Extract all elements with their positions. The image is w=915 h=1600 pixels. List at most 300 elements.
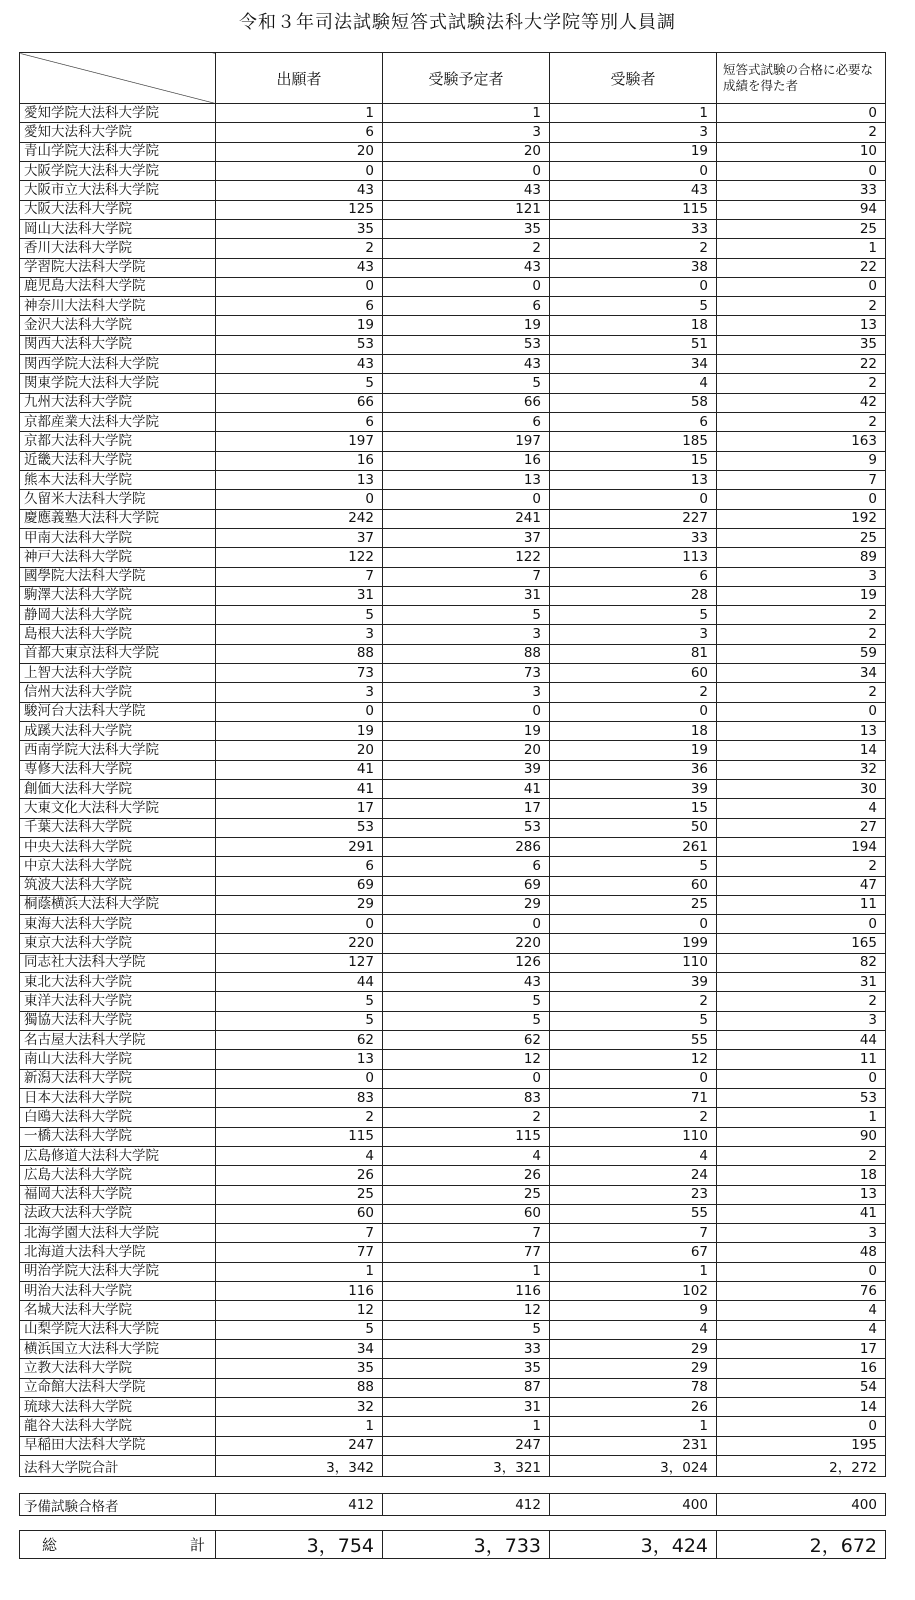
school-name-cell: 甲南大法科大学院 [20,528,216,547]
scheduled-cell: 37 [383,528,550,547]
school-name-cell: 日本大法科大学院 [20,1088,216,1107]
applicants-cell: 31 [216,586,383,605]
table-row [20,335,886,354]
passed-cell: 1 [717,1108,886,1127]
examinees-cell: 55 [550,1031,717,1050]
applicants-cell: 13 [216,1050,383,1069]
scheduled-cell: 29 [383,895,550,914]
header-scheduled-examinees: 受験予定者 [383,53,550,104]
school-name-cell: 広島修道大法科大学院 [20,1146,216,1165]
scheduled-cell: 0 [383,277,550,296]
applicants-cell: 1 [216,1417,383,1436]
applicants-cell: 1 [216,104,383,123]
applicants-cell: 34 [216,1340,383,1359]
passed-cell: 32 [717,760,886,779]
scheduled-cell: 5 [383,1011,550,1030]
examinees-cell: 60 [550,664,717,683]
school-name-cell: 愛知大法科大学院 [20,123,216,142]
passed-cell: 2 [717,992,886,1011]
applicants-cell: 242 [216,509,383,528]
scheduled-cell: 43 [383,181,550,200]
applicants-cell: 7 [216,567,383,586]
table-row [20,857,886,876]
school-name-cell: 静岡大法科大学院 [20,606,216,625]
applicants-cell: 5 [216,1320,383,1339]
school-name-cell: 龍谷大法科大学院 [20,1417,216,1436]
examinees-cell: 2 [550,239,717,258]
scheduled-cell: 77 [383,1243,550,1262]
passed-cell: 22 [717,258,886,277]
scheduled-cell: 6 [383,857,550,876]
scheduled-cell: 6 [383,297,550,316]
applicants-cell: 37 [216,528,383,547]
scheduled-cell: 0 [383,1069,550,1088]
school-name-cell: 福岡大法科大学院 [20,1185,216,1204]
examinees-cell: 2 [550,683,717,702]
school-name-cell: 名古屋大法科大学院 [20,1031,216,1050]
subtotal-applicants: 3，342 [216,1455,383,1476]
table-row [20,992,886,1011]
passed-cell: 30 [717,779,886,798]
examinees-cell: 23 [550,1185,717,1204]
passed-cell: 194 [717,837,886,856]
passed-cell: 0 [717,915,886,934]
table-row [20,509,886,528]
passed-cell: 54 [717,1378,886,1397]
scheduled-cell: 43 [383,355,550,374]
table-row [20,1088,886,1107]
school-name-cell: 愛知学院大法科大学院 [20,104,216,123]
header-examinees: 受験者 [550,53,717,104]
applicants-cell: 125 [216,200,383,219]
examinees-cell: 12 [550,1050,717,1069]
school-name-cell: 北海道大法科大学院 [20,1243,216,1262]
table-row [20,567,886,586]
applicants-cell: 60 [216,1204,383,1223]
scheduled-cell: 35 [383,1359,550,1378]
grand-total-row [20,1531,886,1559]
scheduled-cell: 3 [383,683,550,702]
passed-cell: 41 [717,1204,886,1223]
grand-total-scheduled: 3，733 [383,1531,550,1559]
table-row [20,973,886,992]
table-row [20,1262,886,1281]
examinees-cell: 9 [550,1301,717,1320]
school-name-cell: 金沢大法科大学院 [20,316,216,335]
examinees-cell: 102 [550,1282,717,1301]
school-name-cell: 大阪大法科大学院 [20,200,216,219]
table-row [20,1185,886,1204]
examinees-cell: 110 [550,1127,717,1146]
table-row [20,664,886,683]
table-row [20,586,886,605]
table-row [20,779,886,798]
examinees-cell: 0 [550,915,717,934]
examinees-cell: 81 [550,644,717,663]
scheduled-cell: 3 [383,123,550,142]
scheduled-cell: 241 [383,509,550,528]
school-name-cell: 九州大法科大学院 [20,393,216,412]
scheduled-cell: 197 [383,432,550,451]
table-row [20,374,886,393]
table-row [20,161,886,180]
scheduled-cell: 1 [383,1417,550,1436]
school-name-cell: 関西学院大法科大学院 [20,355,216,374]
scheduled-cell: 33 [383,1340,550,1359]
scheduled-cell: 0 [383,915,550,934]
scheduled-cell: 43 [383,973,550,992]
school-name-cell: 熊本大法科大学院 [20,470,216,489]
applicants-cell: 83 [216,1088,383,1107]
passed-cell: 9 [717,451,886,470]
examinees-cell: 50 [550,818,717,837]
examinees-cell: 25 [550,895,717,914]
applicants-cell: 17 [216,799,383,818]
applicants-cell: 53 [216,818,383,837]
scheduled-cell: 26 [383,1166,550,1185]
table-row [20,239,886,258]
table-row [20,818,886,837]
applicants-cell: 0 [216,161,383,180]
scheduled-cell: 121 [383,200,550,219]
preliminary-table [19,1493,886,1516]
applicants-cell: 13 [216,470,383,489]
applicants-cell: 25 [216,1185,383,1204]
passed-cell: 31 [717,973,886,992]
passed-cell: 14 [717,741,886,760]
scheduled-cell: 247 [383,1436,550,1455]
table-row [20,1224,886,1243]
passed-cell: 0 [717,702,886,721]
examinees-cell: 24 [550,1166,717,1185]
passed-cell: 11 [717,895,886,914]
applicants-cell: 53 [216,335,383,354]
passed-cell: 195 [717,1436,886,1455]
passed-cell: 0 [717,1069,886,1088]
table-row [20,1340,886,1359]
school-name-cell: 東洋大法科大学院 [20,992,216,1011]
examinees-cell: 67 [550,1243,717,1262]
passed-cell: 25 [717,528,886,547]
passed-cell: 1 [717,239,886,258]
header-passed: 短答式試験の合格に必要な成績を得た者 [717,53,886,104]
table-row [20,548,886,567]
scheduled-cell: 12 [383,1050,550,1069]
scheduled-cell: 5 [383,1320,550,1339]
school-name-cell: 筑波大法科大学院 [20,876,216,895]
examinees-cell: 60 [550,876,717,895]
passed-cell: 4 [717,799,886,818]
examinees-cell: 29 [550,1359,717,1378]
school-name-cell: 明治大法科大学院 [20,1282,216,1301]
school-name-cell: 信州大法科大学院 [20,683,216,702]
school-name-cell: 一橋大法科大学院 [20,1127,216,1146]
table-row [20,837,886,856]
examinees-cell: 4 [550,374,717,393]
school-name-cell: 島根大法科大学院 [20,625,216,644]
table-row [20,1436,886,1455]
results-table [19,52,886,1477]
scheduled-cell: 35 [383,219,550,238]
school-name-cell: 専修大法科大学院 [20,760,216,779]
applicants-cell: 73 [216,664,383,683]
examinees-cell: 231 [550,1436,717,1455]
scheduled-cell: 115 [383,1127,550,1146]
school-name-cell: 法政大法科大学院 [20,1204,216,1223]
table-row [20,1069,886,1088]
table-row [20,316,886,335]
examinees-cell: 1 [550,1417,717,1436]
table-row [20,490,886,509]
table-row [20,142,886,161]
examinees-cell: 29 [550,1340,717,1359]
school-name-cell: 横浜国立大法科大学院 [20,1340,216,1359]
passed-cell: 11 [717,1050,886,1069]
table-row [20,722,886,741]
table-row [20,470,886,489]
passed-cell: 2 [717,857,886,876]
table-row [20,1146,886,1165]
preliminary-examinees: 400 [550,1494,717,1516]
passed-cell: 2 [717,297,886,316]
preliminary-label: 予備試験合格者 [20,1494,216,1516]
subtotal-examinees: 3，024 [550,1455,717,1476]
corner-header-cell [20,53,216,104]
school-name-cell: 関西大法科大学院 [20,335,216,354]
table-row [20,1301,886,1320]
applicants-cell: 1 [216,1262,383,1281]
applicants-cell: 29 [216,895,383,914]
table-row [20,683,886,702]
grand-total-label [20,1531,216,1559]
table-row [20,702,886,721]
examinees-cell: 0 [550,702,717,721]
examinees-cell: 1 [550,104,717,123]
scheduled-cell: 13 [383,470,550,489]
table-row [20,393,886,412]
passed-cell: 34 [717,664,886,683]
passed-cell: 165 [717,934,886,953]
table-row [20,1127,886,1146]
subtotal-passed: 2，272 [717,1455,886,1476]
examinees-cell: 4 [550,1320,717,1339]
applicants-cell: 0 [216,915,383,934]
passed-cell: 90 [717,1127,886,1146]
applicants-cell: 5 [216,992,383,1011]
school-name-cell: 東海大法科大学院 [20,915,216,934]
applicants-cell: 0 [216,490,383,509]
scheduled-cell: 12 [383,1301,550,1320]
scheduled-cell: 0 [383,161,550,180]
scheduled-cell: 20 [383,142,550,161]
header-row [20,53,886,104]
examinees-cell: 13 [550,470,717,489]
examinees-cell: 3 [550,123,717,142]
school-name-cell: 西南学院大法科大学院 [20,741,216,760]
applicants-cell: 115 [216,1127,383,1146]
applicants-cell: 44 [216,973,383,992]
table-row [20,1397,886,1416]
passed-cell: 25 [717,219,886,238]
applicants-cell: 88 [216,644,383,663]
school-name-cell: 香川大法科大学院 [20,239,216,258]
examinees-cell: 110 [550,953,717,972]
scheduled-cell: 5 [383,374,550,393]
examinees-cell: 5 [550,1011,717,1030]
passed-cell: 2 [717,374,886,393]
applicants-cell: 7 [216,1224,383,1243]
examinees-cell: 5 [550,297,717,316]
applicants-cell: 19 [216,722,383,741]
school-name-cell: 慶應義塾大法科大学院 [20,509,216,528]
examinees-cell: 5 [550,857,717,876]
grand-total-label-a: 総 [42,1536,58,1554]
scheduled-cell: 0 [383,490,550,509]
applicants-cell: 20 [216,741,383,760]
examinees-cell: 2 [550,1108,717,1127]
examinees-cell: 33 [550,528,717,547]
school-name-cell: 北海学園大法科大学院 [20,1224,216,1243]
passed-cell: 0 [717,490,886,509]
scheduled-cell: 7 [383,567,550,586]
examinees-cell: 15 [550,799,717,818]
examinees-cell: 33 [550,219,717,238]
header-applicants: 出願者 [216,53,383,104]
school-name-cell: 近畿大法科大学院 [20,451,216,470]
scheduled-cell: 87 [383,1378,550,1397]
examinees-cell: 261 [550,837,717,856]
scheduled-cell: 122 [383,548,550,567]
school-name-cell: 成蹊大法科大学院 [20,722,216,741]
table-row [20,297,886,316]
scheduled-cell: 69 [383,876,550,895]
examinees-cell: 43 [550,181,717,200]
examinees-cell: 39 [550,973,717,992]
examinees-cell: 18 [550,316,717,335]
applicants-cell: 0 [216,1069,383,1088]
applicants-cell: 88 [216,1378,383,1397]
passed-cell: 4 [717,1301,886,1320]
school-name-cell: 京都大法科大学院 [20,432,216,451]
school-name-cell: 早稲田大法科大学院 [20,1436,216,1455]
school-name-cell: 立教大法科大学院 [20,1359,216,1378]
passed-cell: 53 [717,1088,886,1107]
table-row [20,741,886,760]
scheduled-cell: 6 [383,413,550,432]
table-row [20,1011,886,1030]
passed-cell: 2 [717,123,886,142]
passed-cell: 0 [717,1417,886,1436]
applicants-cell: 4 [216,1146,383,1165]
scheduled-cell: 17 [383,799,550,818]
applicants-cell: 77 [216,1243,383,1262]
school-name-cell: 岡山大法科大学院 [20,219,216,238]
passed-cell: 0 [717,104,886,123]
applicants-cell: 197 [216,432,383,451]
applicants-cell: 43 [216,181,383,200]
school-name-cell: 南山大法科大学院 [20,1050,216,1069]
scheduled-cell: 53 [383,818,550,837]
passed-cell: 14 [717,1397,886,1416]
table-row [20,1378,886,1397]
school-name-cell: 大阪学院大法科大学院 [20,161,216,180]
applicants-cell: 32 [216,1397,383,1416]
passed-cell: 13 [717,316,886,335]
examinees-cell: 28 [550,586,717,605]
passed-cell: 2 [717,1146,886,1165]
table-row [20,104,886,123]
table-row [20,413,886,432]
school-name-cell: 上智大法科大学院 [20,664,216,683]
table-row [20,1359,886,1378]
table-row [20,895,886,914]
applicants-cell: 116 [216,1282,383,1301]
examinees-cell: 34 [550,355,717,374]
applicants-cell: 43 [216,355,383,374]
examinees-cell: 78 [550,1378,717,1397]
passed-cell: 10 [717,142,886,161]
applicants-cell: 19 [216,316,383,335]
examinees-cell: 39 [550,779,717,798]
scheduled-cell: 19 [383,722,550,741]
passed-cell: 163 [717,432,886,451]
passed-cell: 17 [717,1340,886,1359]
scheduled-cell: 2 [383,239,550,258]
scheduled-cell: 4 [383,1146,550,1165]
scheduled-cell: 53 [383,335,550,354]
examinees-cell: 19 [550,142,717,161]
passed-cell: 2 [717,683,886,702]
examinees-cell: 7 [550,1224,717,1243]
school-name-cell: 國學院大法科大学院 [20,567,216,586]
examinees-cell: 3 [550,625,717,644]
school-name-cell: 山梨学院大法科大学院 [20,1320,216,1339]
applicants-cell: 6 [216,413,383,432]
scheduled-cell: 16 [383,451,550,470]
school-name-cell: 首都大東京法科大学院 [20,644,216,663]
school-name-cell: 駒澤大法科大学院 [20,586,216,605]
school-name-cell: 千葉大法科大学院 [20,818,216,837]
scheduled-cell: 73 [383,664,550,683]
grand-total-label-b: 計 [189,1536,205,1554]
examinees-cell: 113 [550,548,717,567]
passed-cell: 7 [717,470,886,489]
passed-cell: 13 [717,722,886,741]
applicants-cell: 2 [216,239,383,258]
examinees-cell: 18 [550,722,717,741]
scheduled-cell: 66 [383,393,550,412]
scheduled-cell: 126 [383,953,550,972]
examinees-cell: 71 [550,1088,717,1107]
table-row [20,181,886,200]
passed-cell: 48 [717,1243,886,1262]
table-row [20,528,886,547]
scheduled-cell: 25 [383,1185,550,1204]
applicants-cell: 69 [216,876,383,895]
scheduled-cell: 60 [383,1204,550,1223]
school-name-cell: 同志社大法科大学院 [20,953,216,972]
school-name-cell: 東京大法科大学院 [20,934,216,953]
preliminary-row [20,1494,886,1516]
scheduled-cell: 39 [383,760,550,779]
preliminary-passed: 400 [717,1494,886,1516]
examinees-cell: 0 [550,277,717,296]
passed-cell: 4 [717,1320,886,1339]
table-row [20,432,886,451]
applicants-cell: 0 [216,277,383,296]
applicants-cell: 20 [216,142,383,161]
examinees-cell: 2 [550,992,717,1011]
